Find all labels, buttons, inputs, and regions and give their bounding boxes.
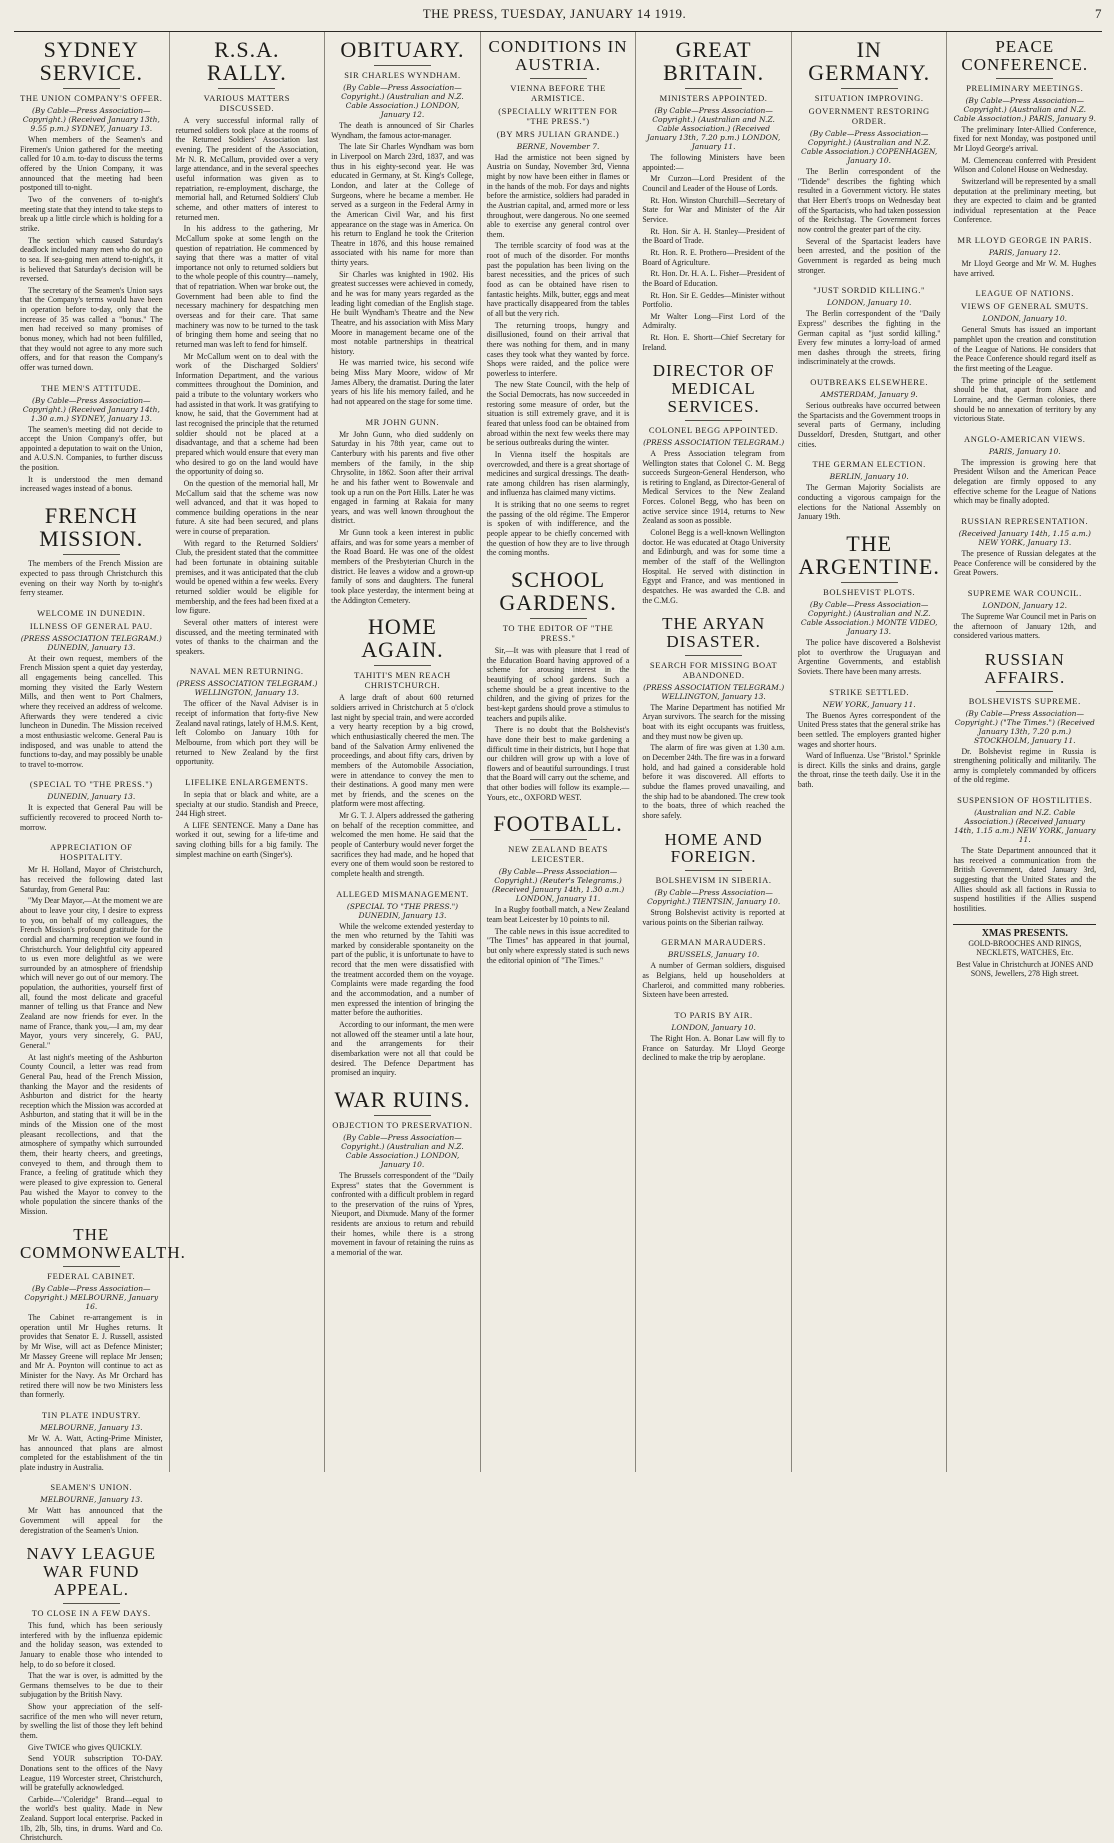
article-subheading: SITUATION IMPROVING.	[814, 93, 924, 104]
headline-rule	[63, 88, 120, 89]
article-paragraph: Mr H. Holland, Mayor of Christchurch, has received the following dated last Saturday, from General Pau:	[20, 865, 163, 894]
headline-rule	[63, 1603, 120, 1604]
article-paragraph: Mr McCallum went on to deal with the work of the Discharged Soldiers' Information Department, and the various committees throughout the Dominion, and paid a tribute to the voluntary workers who had assisted in that work. It was gratifying to know, he said, that the Government had at last recognised the principle that the returned soldier should not be placed at a disadvantage, and that a scheme had been prepared which would ensure that every man who desired to go on the land would have the opportunity of doing so.	[175, 351, 319, 477]
page-number: 7	[1095, 6, 1102, 21]
headline-rule	[996, 78, 1053, 79]
article-dateline: DUNEDIN, January 13.	[47, 792, 136, 802]
article	[798, 687, 941, 790]
article-paragraph: The Marine Department has notified Mr Aryan survivors. The search for the missing boat with its eight occupants was fruitless, and they must now be given up.	[642, 702, 785, 741]
headline-rule	[530, 839, 587, 840]
article-subheading: GERMAN MARAUDERS.	[661, 937, 766, 948]
article-subheading: VARIOUS MATTERS DISCUSSED.	[203, 93, 291, 114]
article-dateline: (By Cable—Press Association—Copyright.) ("The Times.") (Received January 13th, 7.20 p.m.) STOCKHOLM, January 11.	[954, 708, 1095, 745]
article-paragraph: Had the armistice not been signed by Austria on Sunday, November 3rd, Vienna might by now have been either in flames or in the hands of the mob. For days and nights before the armistice, soldiers had paraded in the Austrian capital, and, armed more or less throughout, were dangerous. No one seemed able to exercise any general control over them.	[486, 152, 630, 239]
article-paragraph: The Berlin correspondent of the "Tidende" describes the fighting which resulted in a Government victory. He states that Herr Ebert's troops on Wednesday beat off the Spartacists, who had taken possession of the Reichstag. The Government forces now control the greater part of the city.	[797, 167, 941, 235]
article-subheading: BOLSHEVISM IN SIBERIA.	[655, 875, 772, 886]
article-subheading: THE MEN'S ATTITUDE.	[41, 382, 142, 393]
article	[953, 434, 1096, 506]
article-paragraph: Several of the Spartacist leaders have been arrested, and the position of the Government is regarded as being much stronger.	[797, 236, 941, 275]
article-paragraph: Mr Lloyd George and Mr W. M. Hughes have arrived.	[953, 259, 1097, 278]
article-dateline: (PRESS ASSOCIATION TELEGRAM.) WELLINGTON, January 13.	[643, 682, 785, 701]
article-subheading: ANGLO-AMERICAN VIEWS.	[963, 433, 1086, 444]
article-paragraph: A very successful informal rally of returned soldiers took place at the rooms of the Returned Soldiers' Association last evening. The president of the Association, Mr N. R. McCallum, provided over a very large attendance, and in the several speeches useful information was given as to repatriation, re-employment, discharge, the memorial hall, and Returned Soldiers' Club scheme, and other matters of interest to returned men.	[175, 116, 319, 222]
article-paragraph: The cable news in this issue accredited to "The Times" has appeared in that journal, but only where expressly stated is such news the editorial opinion of "The Times."	[486, 926, 630, 965]
article-paragraph: Rt. Hon. Winston Churchill—Secretary of State for War and Minister of the Air Service.	[642, 195, 785, 225]
article-dateline: (By Cable—Press Association—Copyright.) (Australian and N.Z. Cable Association.) PARIS, January 9.	[953, 95, 1096, 123]
article-paragraph: Give TWICE who gives QUICKLY.	[28, 1742, 142, 1752]
article	[20, 1482, 163, 1535]
article-dateline: (By Cable—Press Association—Copyright.) (Reuter's Telegrams.) (Received January 14th, 1.30 a.m.) LONDON, January 11.	[491, 867, 625, 904]
article-paragraph: In his address to the gathering, Mr McCallum spoke at some length on the question of repatriation. He commenced by saying that there was a matter of vital importance not only to returned soldiers but to the whole people of this country—namely, that of repatriation. When war broke out, the Government had been able to find the necessary machinery for despatching men overseas and for their care. That same machinery was now to be turned to the task of bringing them home and seeing that no returned man was left to fend for himself.	[175, 224, 319, 349]
article-headline: FRENCH MISSION.	[39, 503, 144, 552]
article-paragraph: A number of German soldiers, disguised as Belgians, held up householders at Charleroi, and committed many robberies. Sixteen have been arrested.	[642, 961, 785, 1000]
article-subheading: TO PARIS BY AIR.	[674, 1010, 753, 1021]
article-paragraph: The German Majority Socialists are conducting a vigorous campaign for the elections for the National Assembly on January 19th.	[797, 483, 941, 522]
article-paragraph: While the welcome extended yesterday to the men who returned by the Tahiti was marked by considerable spontaneity on the part of the public, it is unfortunate to have to record that the men were dissatisfied with the treatment accorded them on the voyage. Complaints were made regarding the food and the accommodation, and a number of men expressed the intention of bringing the matter before the authorities.	[331, 921, 474, 1018]
article-paragraph: Send YOUR subscription TO-DAY. Donations sent to the offices of the Navy League, 119 Worcester street, Christchurch, will be gratefully acknowledged.	[20, 1754, 163, 1793]
article-paragraph: The impression is growing here that President Wilson and the American Peace delegation are firmly opposed to any effective scheme for the League of Nations which may be finally adopted.	[953, 457, 1097, 506]
article-paragraph: Rt. Hon. E. Shortt—Chief Secretary for Ireland.	[642, 333, 785, 352]
article-subheading: (SPECIAL TO "THE PRESS.")	[29, 779, 153, 790]
article	[798, 532, 941, 677]
article	[798, 38, 941, 275]
article	[331, 417, 474, 606]
article-paragraph: M. Clemenceau conferred with President Wilson and Colonel House on Wednesday.	[953, 155, 1097, 175]
article-subheading: WELCOME IN DUNEDIN.	[37, 607, 146, 618]
article-subheading: MR JOHN GUNN.	[365, 416, 440, 427]
article-dateline: MELBOURNE, January 13.	[40, 1422, 143, 1432]
article	[798, 459, 941, 522]
article	[20, 383, 163, 494]
article-paragraph: The returning troops, hungry and disillusioned, found on their arrival that there was nothing for them, and in many cases they took what they wanted by force. Shops were raided, and the police were powerless to interfere.	[486, 320, 630, 378]
article-dateline: LONDON, January 10.	[826, 298, 912, 308]
article-dateline: (By Cable—Press Association—Copyright.) TIENTSIN, January 10.	[646, 888, 781, 907]
article	[487, 568, 630, 802]
article-subheading: NEW ZEALAND BEATS LEICESTER.	[508, 844, 608, 865]
article-subheading: BOLSHEVIST PLOTS.	[823, 587, 916, 598]
article-subheading: ILLNESS OF GENERAL PAU.	[29, 620, 153, 631]
article-dateline: (By Cable—Press Association—Copyright.) (Australian and N.Z. Cable Association.) COPENHAGEN, January 10.	[801, 129, 938, 166]
article-headline: PEACE CONFERENCE.	[961, 37, 1089, 74]
article-subheading: TO THE EDITOR OF "THE PRESS."	[502, 623, 614, 644]
article-paragraph: With regard to the Returned Soldiers' Club, the president stated that the committee had been fortunate in obtaining suitable premises, and it was anticipated that the club would be opened within a few weeks. Every returned soldier would be eligible for membership, and the fees had been fixed at a low figure.	[175, 538, 319, 616]
headline-rule	[841, 582, 898, 583]
article-dateline: BERNE, November 7.	[516, 141, 600, 151]
column-1	[14, 32, 186, 1843]
article-paragraph: Carbide—"Coleridge" Brand—equal to the world's best quality. Made in New Zealand. Support local enterprise. Packed in 1lb, 2lb, 5lb, tins, in drums. Ward and Co. Christchurch.	[20, 1794, 163, 1843]
article-paragraph: Two of the conveners of to-night's meeting state that they intend to take steps to break up a little circle which is holding for a strike.	[20, 195, 163, 233]
article	[953, 516, 1096, 578]
article-paragraph: The new State Council, with the help of the Social Democrats, has now succeeded in restoring some measure of order, but the situation is still extremely grave, and it is feared that unless food can be obtained from abroad within the next few weeks there may be serious outbreaks during the winter.	[486, 380, 630, 448]
article-subheading: BOLSHEVISTS SUPREME.	[968, 695, 1081, 706]
article-paragraph: The seamen's meeting did not decide to accept the Union Company's offer, but appointed a deputation to wait on the Union, and A.U.S.N. Companies, to further discuss the position.	[20, 424, 163, 473]
article-paragraph: The Buenos Ayres correspondent of the United Press states that the general strike has been settled. The employers granted higher wages and shorter hours.	[797, 710, 941, 749]
article-headline: SYDNEY SERVICE.	[39, 37, 143, 86]
article-dateline: LONDON, January 10.	[982, 314, 1067, 324]
article-subheading: MINISTERS APPOINTED.	[659, 93, 768, 104]
article-paragraph: Switzerland will be represented by a small deputation at the preliminary meeting, but they are expected to claim and be granted individual representation at the Peace Conference.	[953, 176, 1097, 225]
article	[331, 38, 474, 407]
article-paragraph: The police have discovered a Bolshevist plot to overthrow the Uruguayan and Argentine Governments, and establish Soviets. There have been many arrests.	[797, 638, 941, 676]
article	[953, 924, 1096, 980]
article-headline: DIRECTOR OF MEDICAL SERVICES.	[652, 361, 775, 417]
headline-rule	[841, 88, 898, 89]
article-paragraph: When members of the Seamen's and Firemen's Union gathered for the meeting called for 10 a.m. to-day to discuss the terms offered by the Union Company, it was announced that the meeting had been postponed till to-night.	[20, 135, 163, 193]
article-dateline: (By Cable—Press Association—Copyright.) (Australian and N.Z. Cable Association.) (Received January 13th, 7.20 p.m.) LONDON, January 11.	[646, 106, 781, 152]
article-paragraph: Several other matters of interest were discussed, and the meeting terminated with votes of thanks to the chairman and the speakers.	[175, 617, 319, 656]
article-dateline: (By Cable—Press Association—Copyright.) (Australian and N.Z. Cable Association.) MONTE VIDEO, January 13.	[800, 600, 938, 637]
article-subheading: COLONEL BEGG APPOINTED.	[648, 424, 779, 435]
article-paragraph: It is understood the men demand increased wages instead of a bonus.	[20, 474, 163, 494]
article-paragraph: Sir Charles was knighted in 1902. His greatest successes were achieved in comedy, and he was for many years regarded as the leading light comedian of the English stage. He built Wyndham's Theatre and the New Theatre, and his association with Miss Mary Moore in management became one of the most notable partnerships in theatrical history.	[331, 269, 474, 356]
headline-rule	[530, 618, 587, 619]
article-paragraph: According to our informant, the men were not allowed off the steamer until a late hour, and the arrangements for their disembarkation were not all that could be desired. The Defence Department has promised an inquiry.	[331, 1019, 474, 1078]
article-paragraph: The section which caused Saturday's deadlock included many men who do not go to sea. If sea-going men attend to-night's, it is believed that Saturday's decision will be reversed.	[20, 235, 163, 284]
article	[487, 38, 630, 558]
article	[331, 1088, 474, 1258]
article-paragraph: There is no doubt that the Bolshevist's have done their best to make gardening a difficult time in their districts, but I hope that our children will grow up with a love of flowers and of beautiful surroundings. I trust that the Board will carry out the scheme, and that other bodies will follow its example.—Yours, etc., OXFORD WEST.	[486, 725, 630, 802]
article	[642, 362, 785, 605]
article-paragraph: The officer of the Naval Adviser is in receipt of information that forty-five New Zealand naval ratings, lately of H.M.S. Kent, left Colombo on January 10th for Melbourne, from which port they will be returned to New Zealand by the first opportunity.	[175, 699, 319, 767]
article-paragraph: Serious outbreaks have occurred between the Spartacists and the Government troops in several parts of Germany, including Dusseldorf, Dresden, Stuttgart, and other cities.	[797, 401, 941, 449]
article-dateline: PARIS, January 12.	[988, 248, 1061, 258]
article	[331, 889, 474, 1078]
article-subheading: SEAMEN'S UNION.	[50, 1482, 133, 1493]
article-subheading: LIFELIKE ENLARGEMENTS.	[185, 776, 309, 787]
article	[953, 795, 1096, 913]
article-dateline: (PRESS ASSOCIATION TELEGRAM.) DUNEDIN, January 13.	[20, 633, 162, 652]
article-paragraph: The following Ministers have been appointed:—	[642, 153, 785, 172]
headline-rule	[685, 420, 742, 421]
column-6	[792, 32, 948, 1472]
article	[20, 1545, 163, 1843]
article-headline: FOOTBALL.	[493, 811, 623, 837]
article-paragraph: At last night's meeting of the Ashburton County Council, a letter was read from General Pau, head of the French Mission, thanking the Mayor and the residents of Ashburton and district for the hearty reception which the Mission was accorded at Ashburton, and stating that it will be in the minds of the Mission one of the most pleasant recollections, and that the atmosphere of sympathy which surrounded them, their hearty cheers, and greetings, conveyed to them, and through them to France, a feeling of gratitude which they were pleased to give expression to. General Pau wished the Mayor to convey to the whole population the sincere thanks of the Mission.	[20, 1052, 163, 1216]
article-dateline: (By Cable—Press Association—Copyright.) (Received January 14th, 1.30 a.m.) SYDNEY, January 13.	[22, 395, 160, 423]
article-subheading: THE GERMAN ELECTION.	[812, 459, 926, 470]
article-subheading: VIENNA BEFORE THE ARMISTICE.	[510, 82, 606, 103]
article	[331, 615, 474, 878]
headline-rule	[218, 88, 275, 89]
article	[798, 377, 941, 449]
article-headline: NAVY LEAGUE WAR FUND APPEAL.	[26, 1544, 157, 1600]
article-paragraph: The terrible scarcity of food was at the root of much of the disorder. For months past the population has been living on the barest necessities, and the prices of such food as can be obtained have risen to fantastic heights. Milk, butter, eggs and meat have practically disappeared from the tables of all but the very rich.	[486, 241, 630, 318]
article-paragraph: In a Rugby football match, a New Zealand team beat Leicester by 10 points to nil.	[486, 905, 630, 925]
article-dateline: (By Cable—Press Association—Copyright.) (Received January 13th, 9.55 p.m.) SYDNEY, January 13.	[22, 106, 160, 134]
article-paragraph: Mr John Gunn, who died suddenly on Saturday in his 78th year, came out to Canterbury with his parents and five other members of the family, in the ship Chrysolite, in 1862. Soon after their arrival he and his father went to Bowenvale and took up a run on the Port Hills. Later he was engaged in farming at Rakaia for many years, and was well known throughout the district.	[331, 429, 474, 526]
article	[20, 38, 163, 373]
headline-rule	[374, 1115, 431, 1116]
article	[20, 842, 163, 1216]
article	[642, 615, 785, 820]
article	[176, 666, 319, 766]
article-subheading: TO CLOSE IN A FEW DAYS.	[31, 1607, 151, 1618]
article	[176, 777, 319, 859]
headline-rule	[63, 554, 120, 555]
article-paragraph: On the question of the memorial hall, Mr McCallum said that the scheme was now well advanced, and that it was hoped to commence building operations in the near future. A site had been secured, and plans were in course of preparation.	[175, 478, 319, 537]
article	[642, 38, 785, 352]
article-subheading: SIR CHARLES WYNDHAM.	[344, 70, 461, 81]
headline-rule	[63, 1266, 120, 1267]
article-paragraph: Mr Walter Long—First Lord of the Admiralty.	[642, 311, 785, 331]
article-headline: IN GERMANY.	[808, 37, 931, 86]
article-subheading: APPRECIATION OF HOSPITALITY.	[50, 842, 133, 863]
headline-rule	[685, 655, 742, 656]
article-subheading: ALLEGED MISMANAGEMENT.	[336, 888, 469, 899]
article-dateline: (Received January 14th, 1.15 a.m.) NEW YORK, January 13.	[958, 528, 1091, 547]
article-paragraph: Mr Watt has announced that the Government will appeal for the deregistration of the Seamen's Union.	[20, 1506, 163, 1535]
article-dateline: (PRESS ASSOCIATION TELEGRAM.)	[643, 437, 785, 447]
headline-rule	[374, 65, 431, 66]
article-paragraph: Rt. Hon. R. E. Prothero—President of the Board of Agriculture.	[642, 247, 785, 267]
article-subheading: OBJECTION TO PRESERVATION.	[332, 1119, 473, 1130]
article-paragraph: Rt. Hon. Dr. H. A. L. Fisher—President of the Board of Education.	[642, 269, 785, 288]
article-dateline: PARIS, January 10.	[988, 446, 1061, 456]
article	[642, 937, 785, 1000]
article	[642, 831, 785, 928]
article	[953, 651, 1096, 785]
article-headline: HOME AND FOREIGN.	[664, 829, 763, 867]
headline-rule	[996, 691, 1053, 692]
article	[20, 504, 163, 598]
headline-rule	[530, 78, 587, 79]
article	[642, 1010, 785, 1063]
article-subheading: SUSPENSION OF HOSTILITIES.	[957, 795, 1093, 806]
article-subheading: THE UNION COMPANY'S OFFER.	[20, 93, 163, 104]
article-paragraph: Mr W. A. Watt, Acting-Prime Minister, has announced that plans are almost completed for the establishment of the tin plate industry in Australia.	[20, 1433, 163, 1472]
article-headline: WAR RUINS.	[334, 1086, 471, 1112]
advertisement-line: GOLD-BROOCHES AND RINGS, NECKLETS, WATCHES, Etc.	[968, 938, 1082, 958]
article-subheading: "JUST SORDID KILLING."	[813, 285, 926, 296]
article-headline: THE COMMONWEALTH.	[20, 1225, 186, 1263]
article-headline: CONDITIONS IN AUSTRIA.	[488, 37, 628, 74]
article-paragraph: The secretary of the Seamen's Union says that the Company's terms would have been in operation before to-day, only that the increase of 35 was called a "bonus." The men had received so many promises of bonus money, which had not been fulfilled, that they would not agree to any more such offers, and for that reason the Company's offer was turned down.	[20, 285, 163, 372]
article-paragraph: The late Sir Charles Wyndham was born in Liverpool on March 23rd, 1837, and was thus in his eighty-second year. He was educated in Germany, at St. King's College, London, and later at the College of Surgeons, where he became a member. He served as a surgeon in the Federal Army in the American Civil War, and his first appearance on the stage was in America. On his return to England he took the Criterion Theatre in 1876, and this house remained associated with his name for more than thirty years.	[331, 142, 474, 268]
article-headline: THE ARYAN DISASTER.	[662, 614, 766, 651]
article-paragraph: Rt. Hon. Sir A. H. Stanley—President of the Board of Trade.	[642, 226, 785, 246]
article-paragraph: "My Dear Mayor,—At the moment we are about to leave your city, I desire to express to you, on behalf of my colleagues, the French Mission's profound gratitude for the cordial and charming reception we found in Christchurch. Your delightful city appeared to us even more delightful as we were surrounded by an atmosphere of friendship which will never go out of our memory. The population, the authorities, yourself first of all, found the most delicate and graceful manner of telling us that France and New Zealand are now friends for ever. In the name of France, thank you,—I am, my dear Mayor, yours very sincerely, G. PAU, General."	[20, 896, 163, 1050]
article-subheading: (SPECIALLY WRITTEN FOR "THE PRESS.")	[498, 105, 618, 126]
article-paragraph: That the war is over, is admitted by the Germans themselves to be due to their subjugation by the British Navy.	[20, 1671, 163, 1700]
article	[20, 1225, 186, 1400]
article-paragraph: This fund, which has been seriously interfered with by the influenza epidemic and the holiday season, was extended to January to enable those who intended to help, to do so before it closed.	[20, 1620, 163, 1669]
article-paragraph: General Smuts has issued an important pamphlet upon the creation and constitution of the League of Nations. He considers that the Peace Conference should regard itself as the first meeting of the League.	[953, 325, 1097, 373]
article-paragraph: The presence of Russian delegates at the Peace Conference will be considered by the Great Powers.	[953, 548, 1097, 578]
article-paragraph: Strong Bolshevist activity is reported at various points on the Siberian railway.	[642, 908, 785, 927]
masthead-title: THE PRESS, TUESDAY, JANUARY 14 1919.	[422, 6, 687, 21]
article-subheading: SEARCH FOR MISSING BOAT ABANDONED.	[649, 659, 778, 680]
article-paragraph: Mr Gunn took a keen interest in public affairs, and was for some years a member of the Road Board. He was one of the oldest members of the Presbyterian Church in the district. He leaves a widow and a grown-up family of sons and daughters. The funeral took place yesterday, the interment being at the Addington Cemetery.	[331, 528, 474, 605]
article-paragraph: A large draft of about 600 returned soldiers arrived in Christchurch at 5 o'clock last night by special train, and were accorded a very hearty reception by a big crowd, which enthusiastically cheered the men. The band of the Salvation Army enlivened the proceedings, and about fifty cars, driven by members of the Automobile Association, were in attendance to convey the men to their destinations. A good many men were met by friends, and the scenes on the platform were most affecting.	[331, 693, 474, 809]
article	[20, 608, 163, 770]
article-paragraph: The Brussels correspondent of the "Daily Express" states that the Government is confronted with a difficult problem in regard to the preservation of the ruins of Ypres, Nieuport, and Dixmude. Many of the former residents are anxious to return and rebuild their homes, while there is a strong movement in favour of retaining the ruins as a memorial of the war.	[331, 1170, 474, 1258]
column-5	[636, 32, 792, 1472]
article-paragraph: Ward of Influenza. Use "Bristol." Sprinkle is direct. Kills the sinks and drains, gargle the throat, rinse the teeth daily. Use it in the bath.	[797, 751, 941, 790]
columns	[14, 32, 1102, 1843]
article-dateline: MELBOURNE, January 13.	[40, 1495, 143, 1505]
article-dateline: AMSTERDAM, January 9.	[820, 390, 918, 400]
article-paragraph: Rt. Hon. Sir E. Geddes—Minister without Portfolio.	[642, 290, 785, 310]
article-subheading: PRELIMINARY MEETINGS.	[966, 82, 1084, 93]
article-dateline: BERLIN, January 10.	[829, 472, 909, 482]
article-headline: OBITUARY.	[340, 37, 465, 62]
article	[20, 1410, 163, 1473]
column-2	[170, 32, 326, 1472]
article	[953, 588, 1096, 641]
article-subheading: RUSSIAN REPRESENTATION.	[961, 515, 1089, 526]
article-subheading: GOVERNMENT RESTORING ORDER.	[808, 106, 930, 127]
headline-rule	[685, 870, 742, 871]
article	[953, 38, 1096, 225]
headline-rule	[374, 665, 431, 666]
article-subheading: VIEWS OF GENERAL SMUTS.	[960, 301, 1089, 312]
article-paragraph: It is expected that General Pau will be sufficiently recovered to proceed North to-morrow.	[20, 803, 163, 832]
advertisement-line: Best Value in Christchurch at JONES AND SONS, Jewellers, 278 High street.	[956, 959, 1094, 979]
article-paragraph: The State Department announced that it has received a communication from the British Government, dated January 3rd, suggesting that the United States and the Allies should ask all factions in Russia to suspend hostilities if the Allies suspend hostilities.	[953, 846, 1097, 913]
article-dateline: NEW YORK, January 11.	[822, 699, 916, 709]
article-subheading: MR LLOYD GEORGE IN PARIS.	[957, 235, 1092, 246]
article-subheading: NAVAL MEN RETURNING.	[190, 666, 304, 677]
article-dateline: BRUSSELS, January 10.	[667, 950, 760, 960]
article	[176, 38, 319, 656]
article-dateline: LONDON, January 10.	[671, 1023, 756, 1033]
article-paragraph: The preliminary Inter-Allied Conference, fixed for next Monday, was postponed until Mr Lloyd George's arrival.	[953, 124, 1097, 153]
article-paragraph: The Right Hon. A. Bonar Law will fly to France on Saturday. Mr Lloyd George declined to make the trip by aeroplane.	[642, 1034, 785, 1063]
article-paragraph: The death is announced of Sir Charles Wyndham, the famous actor-manager.	[331, 121, 474, 140]
article-paragraph: Mr G. T. J. Alpers addressed the gathering on behalf of the reception committee, and welcomed the men home. He said that the people of Canterbury would never forget the sacrifices they had made, and he hoped that every one of them would soon be restored to complete health and strength.	[331, 811, 474, 878]
article-paragraph: He was married twice, his second wife being Miss Mary Moore, widow of Mr James Albery, the dramatist. During the later years of his life his memory failed, and he had not appeared on the stage for some time.	[331, 358, 474, 407]
article-paragraph: The prime principle of the settlement should be that, apart from Alsace and Lorraine, and the German colonies, there should be no annexation of territory by any victorious State.	[953, 375, 1097, 424]
article-dateline: (By Cable—Press Association—Copyright.) (Australian and N.Z. Cable Association.) LONDON, January 10.	[341, 1132, 464, 1169]
column-7	[947, 32, 1102, 1472]
column-3	[325, 32, 481, 1472]
article-subheading: FEDERAL CABINET.	[47, 1271, 136, 1282]
article-paragraph: At their own request, members of the French Mission spent a quiet day yesterday, all engagements being cancelled. This morning they visited the Early Western Mills, and then went to Port Chalmers, where they received an address of welcome. Afterwards they were tendered a civic luncheon in Dunedin. The Mission received a most enthusiastic welcome. General Pau is indisposed, and was unable to attend the functions to-day, and may possibly be unable to travel to-morrow.	[20, 653, 163, 769]
article-subheading: STRIKE SETTLED.	[829, 686, 910, 697]
article-dateline: (By Cable—Press Association—Copyright.) MELBOURNE, January 16.	[24, 1284, 159, 1312]
article-paragraph: Mr Curzon—Lord President of the Council and Leader of the House of Lords.	[642, 174, 785, 194]
article	[20, 779, 163, 832]
article-dateline: LONDON, January 12.	[982, 600, 1067, 610]
article	[953, 235, 1096, 278]
article-paragraph: The Supreme War Council met in Paris on the afternoon of January 12th, and considered various matters.	[953, 611, 1097, 641]
headline-rule	[685, 88, 742, 89]
article-headline: GREAT BRITAIN.	[663, 37, 765, 86]
article	[798, 285, 941, 367]
article-paragraph: Dr. Bolshevist regime in Russia is strengthening politically and militarily. The army is completely commanded by officers of the old regime.	[953, 746, 1097, 785]
article-paragraph: The Berlin correspondent of the "Daily Express" describes the fighting in the German capital as "just sordid killing." Every few minutes a lorry-load of armed men dashes through the streets, firing indiscriminately at the crowds.	[797, 309, 941, 367]
article-paragraph: Colonel Begg is a well-known Wellington doctor. He was educated at Otago University and Edinburgh, and was for some time a member of the staff of the Wellington Hospital. He served with distinction in Egypt and France, and was mentioned in despatches. He was awarded the C.B. and the C.M.G.	[642, 528, 785, 605]
article-subheading: TAHITI'S MEN REACH CHRISTCHURCH.	[354, 670, 451, 691]
article-paragraph: Show your appreciation of the self-sacrifice of the men who will never return, by swelling the list of those they left behind them.	[20, 1702, 163, 1740]
article-subheading: LEAGUE OF NATIONS.	[975, 288, 1074, 299]
article-paragraph: The alarm of fire was given at 1.30 a.m. on December 24th. The fire was in a forward hold, and had gained a considerable hold before it was discovered. All efforts to subdue the flames proved unavailing, and the ship had to be abandoned. The crew took to the boats, three of which reached the shore safely.	[642, 743, 785, 820]
article-headline: THE ARGENTINE.	[798, 530, 940, 579]
article-dateline: (Australian and N.Z. Cable Association.) (Received January 14th, 1.15 a.m.) NEW YORK, January 11.	[953, 808, 1096, 845]
article-headline: SCHOOL GARDENS.	[499, 566, 617, 616]
article-subheading: OUTBREAKS ELSEWHERE.	[810, 377, 929, 388]
article-paragraph: Sir,—It was with pleasure that I read of the Education Board having approved of a scheme for arousing interest in the beautifying of school gardens. Such a scheme should be a great incentive to the children, and the giving of prizes for the best-kept gardens should prove a stimulus to teachers and pupils alike.	[486, 646, 630, 723]
article-headline: HOME AGAIN.	[361, 614, 444, 663]
advertisement-heading: XMAS PRESENTS.	[981, 927, 1068, 939]
masthead	[14, 6, 1102, 32]
article-paragraph: A LIFE SENTENCE. Many a Dane has worked it out, sewing for a life-time and saving clothing bills for a big family. The simplest machine on earth (Singer's).	[175, 820, 319, 859]
article-subheading: (BY MRS JULIAN GRANDE.)	[496, 128, 620, 139]
article-paragraph: A Press Association telegram from Wellington states that Colonel C. M. Begg succeeds Surgeon-General Henderson, who is retiring to England, as Director-General of Medical Services to the New Zealand Forces. Colonel Begg, who has been on active service since 1914, returns to New Zealand as soon as possible.	[642, 448, 785, 526]
article-subheading: SUPREME WAR COUNCIL.	[967, 587, 1082, 598]
article-paragraph: The members of the French Mission are expected to pass through Christchurch this evening on their way North by to-night's ferry steamer.	[20, 559, 163, 598]
article-dateline: (PRESS ASSOCIATION TELEGRAM.) WELLINGTON, January 13.	[176, 679, 318, 698]
article-subheading: TIN PLATE INDUSTRY.	[41, 1409, 141, 1420]
article-paragraph: In Vienna itself the hospitals are overcrowded, and there is a great shortage of medicines and surgical dressings. The death-rate among children has risen alarmingly, and influenza has claimed many victims.	[486, 449, 630, 498]
article-dateline: (By Cable—Press Association—Copyright.) (Australian and N.Z. Cable Association.) LONDON, January 12.	[341, 83, 464, 120]
article-paragraph: In sepia that or black and white, are a specialty at our studio. Standish and Preece, 244 High street.	[175, 789, 319, 819]
article-paragraph: The Cabinet re-arrangement is in operation until Mr Hughes returns. It provides that Senator E. J. Russell, assisted by Mr Wise, will act as Defence Minister; Mr Massey Greene will replace Mr Jensen; and Mr A. Poynton will continue to act as Minister for the Navy. As Mr Orchard has retired there will now be two Ministers less than formerly.	[20, 1313, 163, 1400]
article-headline: RUSSIAN AFFAIRS.	[984, 649, 1066, 687]
advertisement	[953, 924, 1096, 980]
article-headline: R.S.A. RALLY.	[206, 37, 287, 86]
article-dateline: (SPECIAL TO "THE PRESS.") DUNEDIN, January 13.	[346, 901, 459, 920]
article-paragraph: It is striking that no one seems to regret the passing of the old régime. The Emperor is spoken of with indifference, and the people appear to be chiefly concerned with the question of how they are to live through the coming months.	[486, 500, 630, 558]
article	[487, 812, 630, 965]
article	[953, 288, 1096, 423]
column-4	[481, 32, 637, 1472]
